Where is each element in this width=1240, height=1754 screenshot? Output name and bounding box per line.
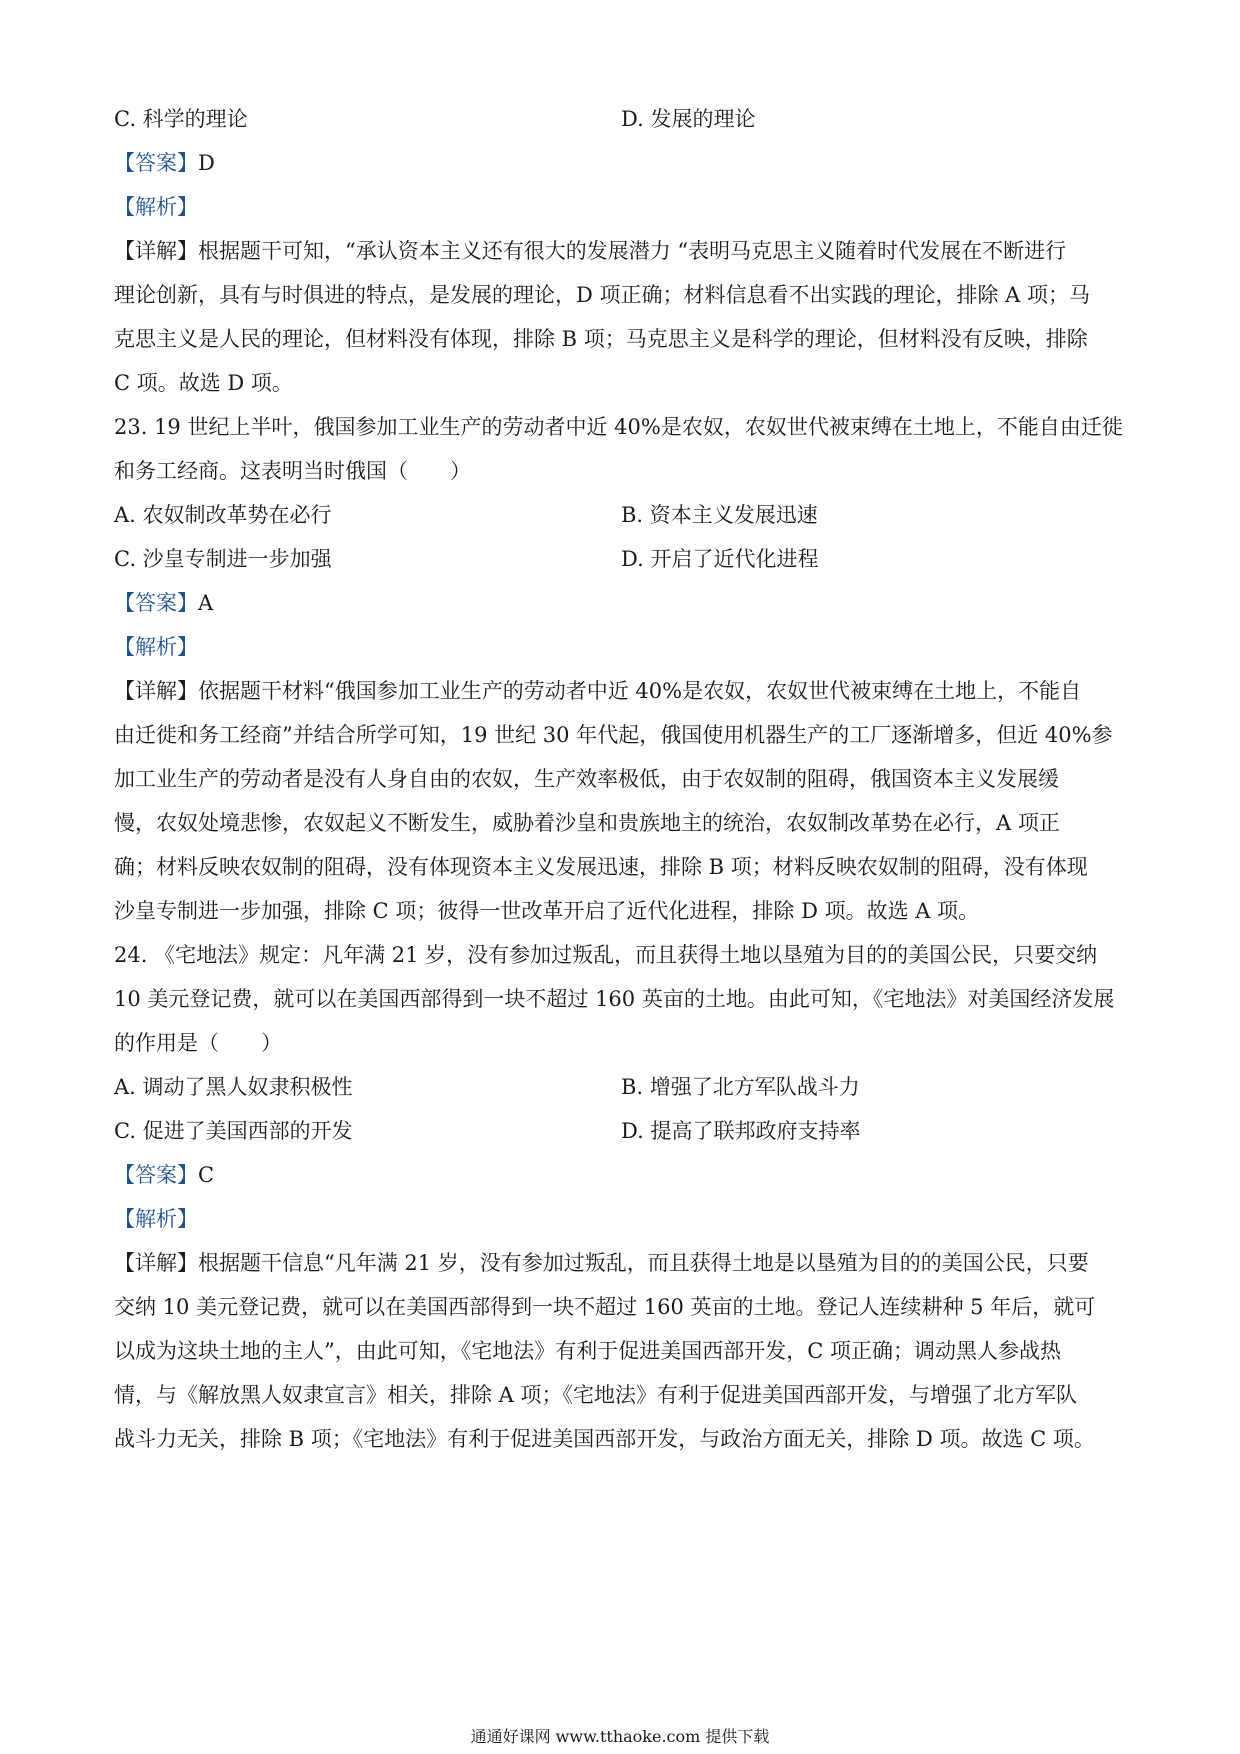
q23-stem-line-1: 23. 19 世纪上半叶，俄国参加工业生产的劳动者中近 40%是农奴，农奴世代被束缚在土地上，不能自由迁徙 <box>114 415 1123 439</box>
q23-detail-line-5: 确；材料反映农奴制的阻碍，没有体现资本主义发展迅速，排除 B 项；材料反映农奴制的阻碍，没有体现 <box>114 855 1088 879</box>
page-footer: 通通好课网 www.tthaoke.com 提供下载 <box>470 1727 770 1746</box>
q22-answer <box>114 148 215 178</box>
answer-tag: 【答案】 <box>114 591 198 615</box>
q24-options-ab <box>114 1072 1134 1102</box>
q23-detail-line-2: 由迁徙和务工经商”并结合所学可知，19 世纪 30 年代起，俄国使用机器生产的工厂逐渐增多，但近 40%参 <box>114 723 1113 747</box>
detail-text: 根据题干可知，“承认资本主义还有很大的发展潜力 “表明马克思主义随着时代发展在不断进行 <box>198 239 1067 263</box>
q22-detail-line-3: 克思主义是人民的理论，但材料没有体现，排除 B 项；马克思主义是科学的理论，但材料没有反映，排除 <box>114 327 1088 351</box>
q24-detail-line-1 <box>114 1248 1089 1278</box>
q24-options-cd <box>114 1116 1134 1146</box>
q24-option-d: D. 提高了联邦政府支持率 <box>621 1119 861 1143</box>
q23-option-c: C. 沙皇专制进一步加强 <box>114 547 332 571</box>
q24-stem-line-3: 的作用是（ ） <box>114 1031 282 1055</box>
q22-option-d: D. 发展的理论 <box>621 107 756 131</box>
answer-tag: 【答案】 <box>114 151 198 175</box>
q23-options-ab <box>114 500 1134 530</box>
q23-option-b: B. 资本主义发展迅速 <box>621 503 818 527</box>
q24-stem-line-2: 10 美元登记费，就可以在美国西部得到一块不超过 160 英亩的土地。由此可知，《宅地法》对美国经济发展 <box>114 987 1115 1011</box>
q23-detail-line-4: 慢，农奴处境悲惨，农奴起义不断发生，威胁着沙皇和贵族地主的统治，农奴制改革势在必行，A 项正 <box>114 811 1060 835</box>
q23-analysis-heading <box>114 632 198 662</box>
detail-text: 根据题干信息“凡年满 21 岁，没有参加过叛乱，而且获得土地是以垦殖为目的的美国公民，只要 <box>198 1251 1089 1275</box>
q23-detail-line-6: 沙皇专制进一步加强，排除 C 项；彼得一世改革开启了近代化进程，排除 D 项。故选 A 项。 <box>114 899 980 923</box>
analysis-tag: 【解析】 <box>114 195 198 219</box>
answer-value: D <box>198 151 215 175</box>
q23-option-a: A. 农奴制改革势在必行 <box>114 503 332 527</box>
q22-detail-line-2: 理论创新，具有与时俱进的特点，是发展的理论，D 项正确；材料信息看不出实践的理论，排除 A 项；马 <box>114 283 1091 307</box>
q22-detail-line-4: C 项。故选 D 项。 <box>114 371 293 395</box>
q24-stem-line-1: 24. 《宅地法》规定：凡年满 21 岁，没有参加过叛乱，而且获得土地以垦殖为目的的美国公民，只要交纳 <box>114 943 1098 967</box>
detail-tag: 【详解】 <box>114 239 198 263</box>
q22-analysis-heading <box>114 192 198 222</box>
q24-detail-line-3: 以成为这块土地的主人”，由此可知，《宅地法》有利于促进美国西部开发，C 项正确；调动黑人参战热 <box>114 1339 1061 1363</box>
q24-option-a: A. 调动了黑人奴隶积极性 <box>114 1075 353 1099</box>
q23-option-d: D. 开启了近代化进程 <box>621 547 819 571</box>
q24-detail-line-2: 交纳 10 美元登记费，就可以在美国西部得到一块不超过 160 英亩的土地。登记人连续耕种 5 年后，就可 <box>114 1295 1096 1319</box>
detail-tag: 【详解】 <box>114 1251 198 1275</box>
detail-text: 依据题干材料“俄国参加工业生产的劳动者中近 40%是农奴，农奴世代被束缚在土地上，不能自 <box>198 679 1082 703</box>
q23-answer <box>114 588 213 618</box>
detail-tag: 【详解】 <box>114 679 198 703</box>
q24-detail-line-5: 战斗力无关，排除 B 项；《宅地法》有利于促进美国西部开发，与政治方面无关，排除 D 项。故选 C 项。 <box>114 1427 1095 1451</box>
analysis-tag: 【解析】 <box>114 1207 198 1231</box>
q24-analysis-heading <box>114 1204 198 1234</box>
q24-option-c: C. 促进了美国西部的开发 <box>114 1119 353 1143</box>
q22-options-cd <box>114 104 1134 134</box>
q24-option-b: B. 增强了北方军队战斗力 <box>621 1075 860 1099</box>
analysis-tag: 【解析】 <box>114 635 198 659</box>
q24-detail-line-4: 情，与《解放黑人奴隶宣言》相关，排除 A 项；《宅地法》有利于促进美国西部开发，与增强了北方军队 <box>114 1383 1078 1407</box>
q23-detail-line-1 <box>114 676 1081 706</box>
answer-value: C <box>198 1163 215 1187</box>
q24-answer <box>114 1160 214 1190</box>
q23-detail-line-3: 加工业生产的劳动者是没有人身自由的农奴，生产效率极低，由于农奴制的阻碍，俄国资本主义发展缓 <box>114 767 1059 791</box>
answer-value: A <box>198 591 214 615</box>
q23-stem-line-2: 和务工经商。这表明当时俄国（ ） <box>114 459 471 483</box>
q22-detail-line-1 <box>114 236 1066 266</box>
q23-options-cd <box>114 544 1134 574</box>
q22-option-c: C. 科学的理论 <box>114 107 248 131</box>
answer-tag: 【答案】 <box>114 1163 198 1187</box>
